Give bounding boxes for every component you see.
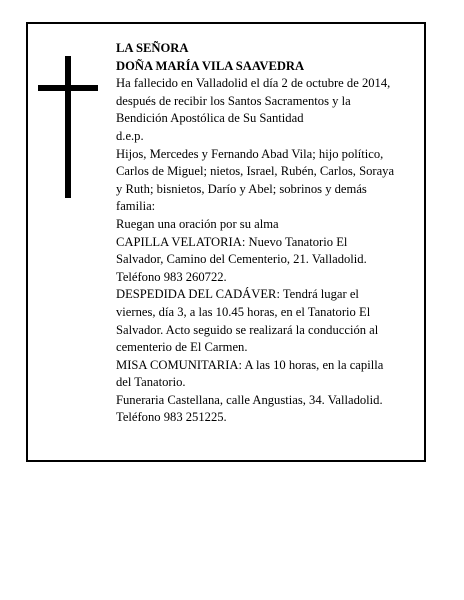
notice-line: Hijos, Mercedes y Fernando Abad Vila; hijo político, xyxy=(116,146,384,161)
notice-line: Ruegan una oración por su alma xyxy=(116,216,279,231)
notice-line: familia: xyxy=(116,199,156,214)
notice-line: DOÑA MARÍA VILA SAAVEDRA xyxy=(116,58,305,73)
notice-line: Carlos de Miguel; nietos, Israel, Rubén, Carlos, Soraya xyxy=(116,164,395,179)
notice-line: Funeraria Castellana, calle Angustias, 34. Valladolid. xyxy=(116,392,383,407)
notice-line: después de recibir los Santos Sacramentos y la xyxy=(116,93,351,108)
notice-line: LA SEÑORA xyxy=(116,41,189,55)
notice-line: y Ruth; bisnietos, Darío y Abel; sobrinos y demás xyxy=(116,181,367,196)
notice-line: cementerio de El Carmen. xyxy=(116,340,248,355)
notice-line: Salvador. Acto seguido se realizará la conducción al xyxy=(116,322,379,337)
obituary-notice xyxy=(26,22,426,462)
notice-line: Bendición Apostólica de Su Santidad xyxy=(116,111,304,126)
cross-icon-bar xyxy=(38,85,98,91)
notice-line: CAPILLA VELATORIA: Nuevo Tanatorio El xyxy=(116,234,348,249)
notice-line: Teléfono 983 251225. xyxy=(116,410,227,425)
notice-line: d.e.p. xyxy=(116,128,144,143)
cross-icon xyxy=(65,56,71,198)
notice-line: DESPEDIDA DEL CADÁVER: Tendrá lugar el xyxy=(116,287,359,302)
notice-line: Teléfono 983 260722. xyxy=(116,269,227,284)
notice-line: del Tanatorio. xyxy=(116,375,186,390)
notice-line: viernes, día 3, a las 10.45 horas, en el Tanatorio El xyxy=(116,304,371,319)
notice-line: Salvador, Camino del Cementerio, 21. Valladolid. xyxy=(116,252,367,267)
notice-body xyxy=(116,40,421,427)
notice-line: Ha fallecido en Valladolid el día 2 de octubre de 2014, xyxy=(116,76,391,91)
notice-line: MISA COMUNITARIA: A las 10 horas, en la capilla xyxy=(116,357,384,372)
